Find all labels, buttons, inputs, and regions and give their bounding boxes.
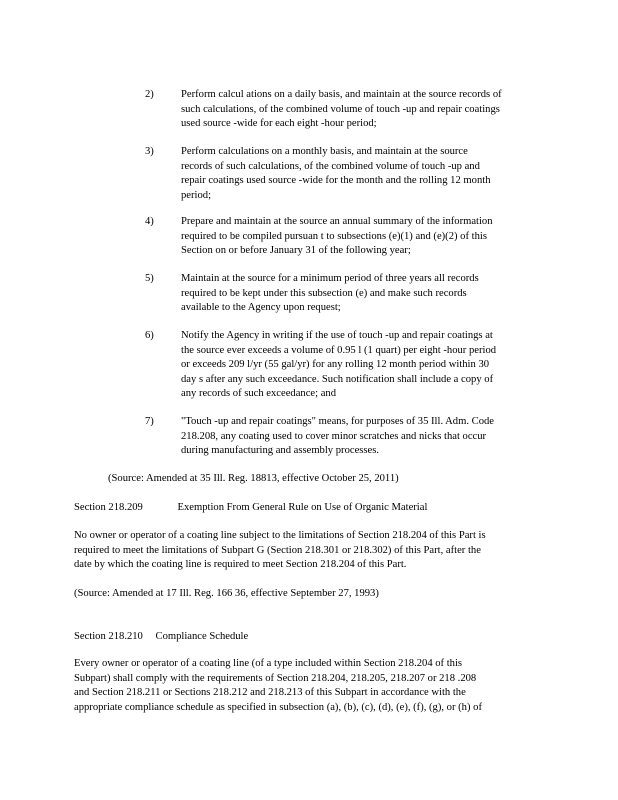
source-note: (Source: Amended at 17 Ill. Reg. 166 36, effective September 27, 1993) — [74, 588, 379, 599]
text-line: Perform calcul ations on a daily basis, and maintain at the source records of — [181, 89, 502, 100]
text-line: Subpart) shall comply with the requirements of Section 218.204, 218.205, 218.207 or 218 .208 — [74, 672, 477, 684]
item-text — [181, 415, 543, 459]
text-line: any records of such exceedance; and — [181, 388, 337, 399]
text-line: 218.208, any coating used to cover minor scratches and nicks that occur — [181, 430, 487, 442]
item-number: 5) — [145, 273, 154, 284]
text-line: and Section 218.211 or Sections 218.212 and 218.213 of this Subpart in accordance with the — [74, 687, 466, 698]
section-heading-218-209 — [74, 501, 540, 516]
item-number: 2) — [145, 89, 154, 100]
item-text — [181, 88, 543, 132]
section-title: Exemption From General Rule on Use of Organic Material — [177, 502, 428, 513]
paragraph-218-209 — [74, 529, 540, 573]
item-text — [181, 272, 543, 316]
text-line: records of such calculations, of the combined volume of touch -up and — [181, 160, 480, 172]
section-number: Section 218.209 — [74, 502, 143, 513]
text-line: period; — [181, 189, 212, 201]
text-line: Perform calculations on a monthly basis, and maintain at the source — [181, 146, 468, 157]
item-text — [181, 215, 543, 259]
text-line: during manufacturing and assembly processes. — [181, 445, 379, 456]
item-number: 3) — [145, 146, 154, 157]
text-line: such calculations, of the combined volume of touch -up and repair coatings — [181, 103, 500, 115]
item-number: 7) — [145, 416, 154, 427]
source-note: (Source: Amended at 35 Ill. Reg. 18813, effective October 25, 2011) — [108, 473, 399, 484]
text-line: day s after any such exceedance. Such notification shall include a copy of — [181, 373, 494, 385]
text-line: the source ever exceeds a volume of 0.95 l (1 quart) per eight -hour period — [181, 344, 497, 356]
text-line: Every owner or operator of a coating line (of a type included within Section 218.204 of this — [74, 658, 463, 669]
item-text — [181, 329, 543, 402]
section-number: Section 218.210 — [74, 631, 143, 642]
paragraph-218-210 — [74, 657, 540, 715]
text-line: required to be compiled pursuan t to subsections (e)(1) and (e)(2) of this — [181, 230, 487, 242]
item-number: 4) — [145, 216, 154, 227]
section-title: Compliance Schedule — [155, 631, 249, 642]
text-line: required to be kept under this subsection (e) and make such records — [181, 287, 467, 299]
section-heading-218-210 — [74, 630, 540, 645]
text-line: or exceeds 209 l/yr (55 gal/yr) for any rolling 12 month period within 30 — [181, 359, 490, 370]
text-line: Maintain at the source for a minimum period of three years all records — [181, 273, 479, 284]
item-number: 6) — [145, 330, 154, 341]
item-text — [181, 145, 543, 203]
text-line: used source -wide for each eight -hour period; — [181, 118, 377, 129]
text-line: date by which the coating line is required to meet Section 218.204 of this Part. — [74, 559, 407, 570]
text-line: No owner or operator of a coating line subject to the limitations of Section 218.204 of this Part is — [74, 530, 486, 541]
text-line: appropriate compliance schedule as specified in subsection (a), (b), (c), (d), (e), (f), (g), or (h) of — [74, 701, 482, 713]
text-line: Section on or before January 31 of the following year; — [181, 245, 411, 256]
text-line: required to meet the limitations of Subpart G (Section 218.301 or 218.302) of this Part, after the — [74, 544, 481, 556]
text-line: Prepare and maintain at the source an annual summary of the information — [181, 216, 493, 227]
text-line: repair coatings used source -wide for the month and the rolling 12 month — [181, 175, 491, 186]
text-line: available to the Agency upon request; — [181, 302, 341, 313]
text-line: Notify the Agency in writing if the use of touch -up and repair coatings at — [181, 330, 493, 341]
text-line: "Touch -up and repair coatings" means, for purposes of 35 Ill. Adm. Code — [181, 416, 494, 427]
